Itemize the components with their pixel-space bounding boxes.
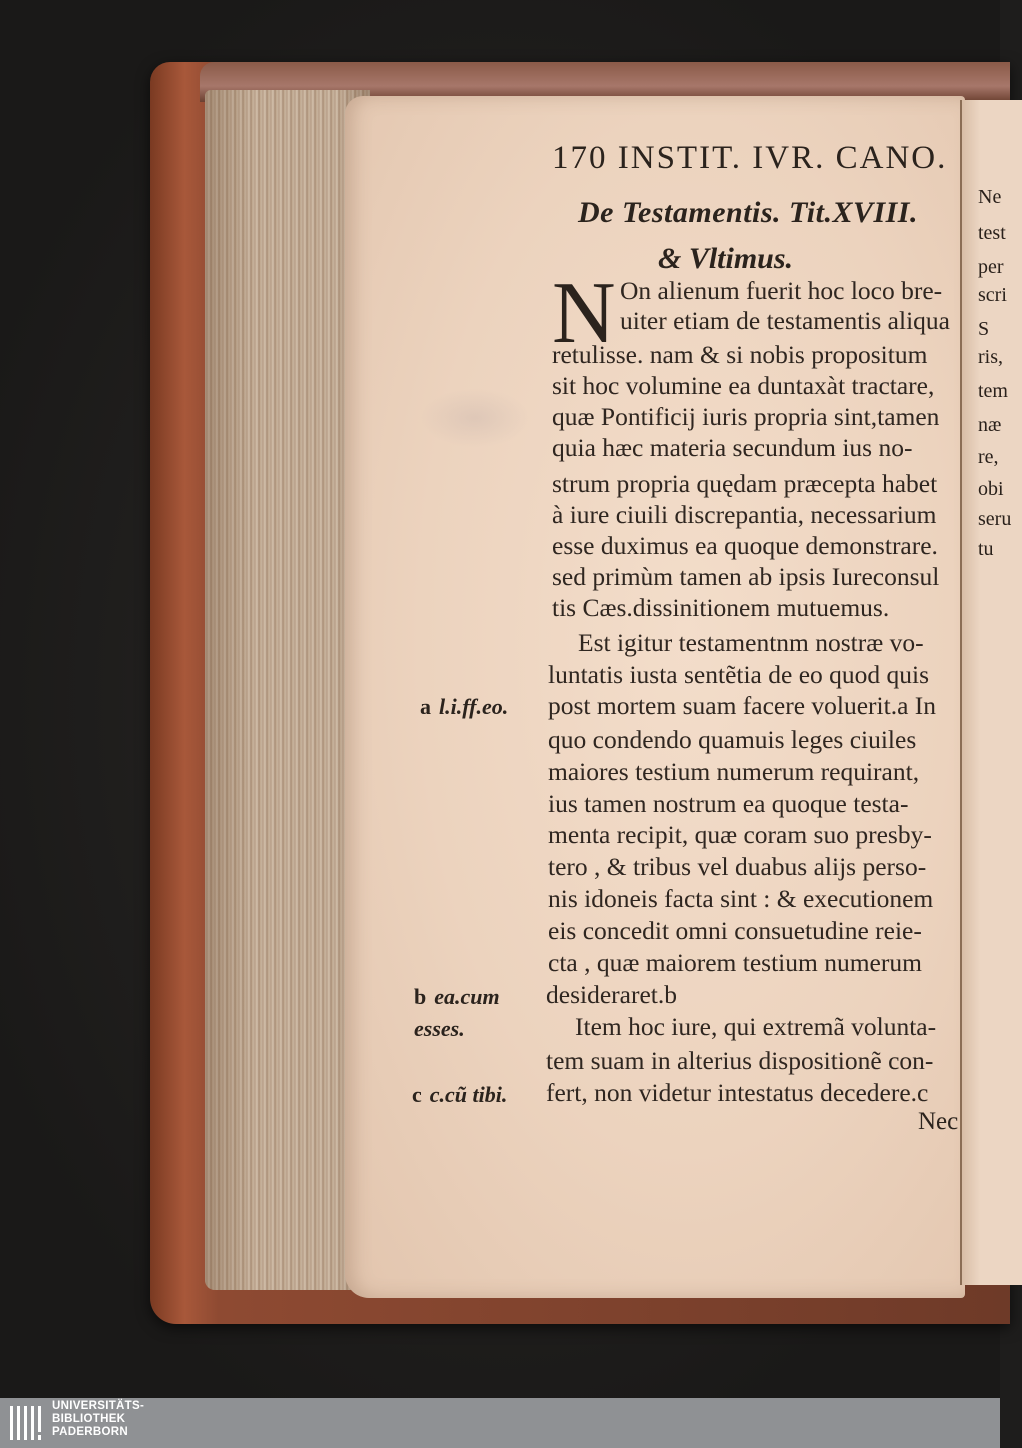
text-line: tis Cæs.dissinitionem mutuemus.	[552, 593, 890, 622]
text-line: On alienum fuerit hoc loco bre-	[620, 276, 943, 305]
text-line: uiter etiam de testamentis aliqua	[620, 306, 950, 335]
margin-note-text: l.i.ff.eo.	[439, 694, 509, 719]
text-line: eis concedit omni consuetudine reie-	[548, 916, 922, 945]
margin-note-text: esses.	[414, 1016, 465, 1041]
library-logo-text	[52, 1400, 144, 1439]
text-line: luntatis iusta sentẽtia de eo quod quis	[548, 660, 930, 689]
text-line: maiores testium numerum requirant,	[548, 757, 920, 786]
facing-line: S	[978, 318, 990, 340]
text-line: à iure ciuili discrepantia, necessarium	[552, 500, 937, 529]
text-line: tem suam in alterius dispositionẽ con-	[546, 1046, 934, 1075]
margin-note	[412, 1082, 507, 1108]
text-line: tero , & tribus vel duabus alijs perso-	[548, 852, 927, 881]
section-subtitle: & Vltimus.	[658, 242, 794, 275]
drop-cap: N	[552, 265, 616, 362]
margin-note-text: c.cũ tibi.	[429, 1082, 508, 1107]
margin-note-letter: a	[420, 694, 431, 719]
text-line: sit hoc volumine ea duntaxàt tractare,	[552, 371, 935, 400]
text-line: quo condendo quamuis leges ciuiles	[548, 725, 917, 754]
footer-bar	[0, 1398, 1000, 1448]
text-line: Est igitur testamentnm nostræ vo-	[578, 628, 924, 657]
margin-note	[420, 694, 508, 720]
margin-note	[414, 984, 500, 1010]
text-line: esse duximus ea quoque demonstrare.	[552, 531, 938, 560]
text-line: desideraret.b	[546, 980, 677, 1009]
logo-line: BIBLIOTHEK	[52, 1413, 126, 1425]
margin-note-letter: b	[414, 984, 427, 1009]
logo-line: UNIVERSITÄTS-	[52, 1400, 145, 1412]
section-title: De Testamentis. Tit.XVIII.	[578, 196, 918, 229]
margin-note	[414, 1016, 465, 1042]
text-line: sed primùm tamen ab ipsis Iureconsul	[552, 562, 940, 591]
text-line: quæ Pontificij iuris propria sint,tamen	[552, 402, 940, 431]
facing-line: re,	[978, 446, 999, 468]
ink-bleed-through	[420, 388, 530, 448]
facing-line: test	[978, 222, 1006, 244]
text-line: cta , quæ maiorem testium numerum	[548, 948, 922, 977]
running-head: 170 INSTIT. IVR. CANO.	[552, 140, 948, 176]
margin-note-text: ea.cum	[434, 984, 500, 1009]
facing-line: obi	[978, 478, 1004, 500]
text-line: Item hoc iure, qui extremã volunta-	[575, 1012, 937, 1041]
text-line: retulisse. nam & si nobis propositum	[552, 340, 928, 369]
text-line: strum propria quędam præcepta habet	[552, 469, 938, 498]
facing-line: næ	[978, 414, 1002, 436]
facing-line: ris,	[978, 346, 1003, 368]
text-line: post mortem suam facere voluerit.a In	[548, 691, 937, 720]
facing-line: scri	[978, 284, 1007, 306]
library-logo-icon	[8, 1402, 48, 1444]
facing-line: tem	[978, 380, 1008, 402]
catchword: Nec	[918, 1108, 959, 1135]
facing-line: tu	[978, 538, 994, 560]
text-line: ius tamen nostrum ea quoque testa-	[548, 789, 909, 818]
facing-line: per	[978, 256, 1004, 278]
facing-line: seru	[978, 508, 1012, 530]
text-line: quia hæc materia secundum ius no-	[552, 433, 913, 462]
facing-line: Ne	[978, 186, 1002, 208]
text-line: nis idoneis facta sint : & executionem	[548, 884, 934, 913]
logo-line: PADERBORN	[52, 1426, 128, 1438]
margin-note-letter: c	[412, 1082, 422, 1107]
text-line: menta recipit, quæ coram suo presby-	[548, 820, 932, 849]
text-line: fert, non videtur intestatus decedere.c	[546, 1078, 929, 1107]
